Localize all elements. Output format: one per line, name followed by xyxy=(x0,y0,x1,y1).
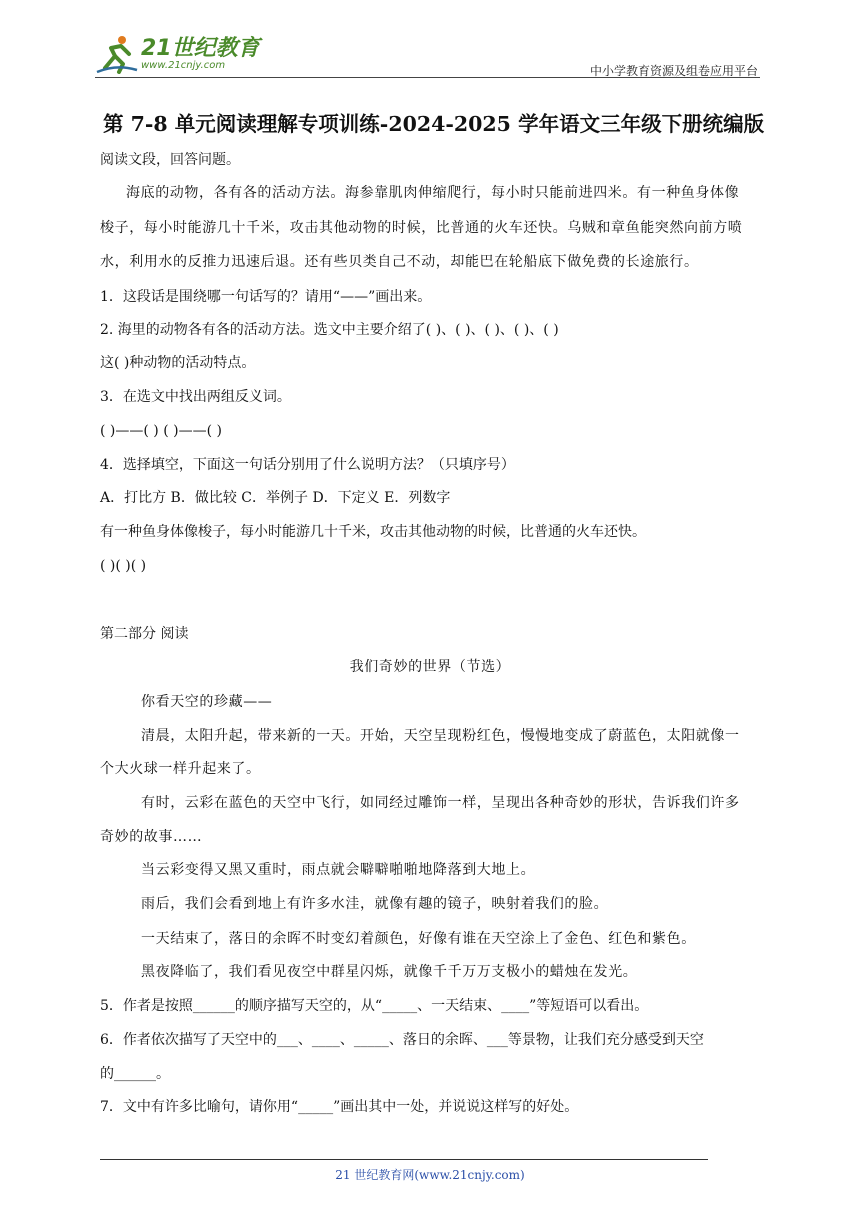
passage2-line-7: 雨后，我们会看到地上有许多水洼，就像有趣的镜子，映射着我们的脸。 xyxy=(141,896,609,912)
passage2-line-3: 个大火球一样升起来了。 xyxy=(100,761,261,777)
question-2-line-2: 这( )种动物的活动特点。 xyxy=(100,355,256,371)
site-logo xyxy=(95,34,260,74)
question-5: 5．作者是按照______的顺序描写天空的，从“_____、一天结束、____”等短语可以看出。 xyxy=(100,998,649,1014)
runner-logo-icon xyxy=(95,34,139,74)
footer-divider xyxy=(100,1159,708,1160)
question-4-sentence: 有一种鱼身体像梭子，每小时能游几十千米，攻击其他动物的时候，比普通的火车还快。 xyxy=(100,524,646,540)
question-4: 4．选择填空，下面这一句话分别用了什么说明方法？（只填序号） xyxy=(100,457,515,473)
question-4-options: A．打比方 B．做比较 C．举例子 D．下定义 E．列数字 xyxy=(100,490,451,506)
passage2-line-4: 有时，云彩在蓝色的天空中飞行，如同经过雕饰一样，呈现出各种奇妙的形状，告诉我们许多 xyxy=(141,795,740,811)
passage1-line-1: 海底的动物，各有各的活动方法。海参靠肌肉伸缩爬行，每小时只能前进四米。有一种鱼身体像 xyxy=(126,185,740,201)
logo-wordmark: 21世纪教育 xyxy=(141,35,260,61)
passage2-line-1: 你看天空的珍藏—— xyxy=(141,694,273,710)
part2-section-label: 第二部分 阅读 xyxy=(100,626,189,642)
logo-url: www.21cnjy.com xyxy=(141,59,226,71)
page-footer: 21 世纪教育网(www.21cnjy.com) xyxy=(335,1168,525,1182)
passage2-line-9: 黑夜降临了，我们看见夜空中群星闪烁，就像千千万万支极小的蜡烛在发光。 xyxy=(141,964,638,980)
question-3-blanks: ( )——( ) ( )——( ) xyxy=(100,423,222,439)
header-divider xyxy=(95,77,760,78)
passage1-line-2: 梭子，每小时能游几十千米，攻击其他动物的时候，比普通的火车还快。乌贼和章鱼能突然向前方喷 xyxy=(100,220,743,236)
passage2-line-2: 清晨，太阳升起，带来新的一天。开始，天空呈现粉红色，慢慢地变成了蔚蓝色，太阳就像一 xyxy=(141,728,740,744)
question-2-line-1: 2. 海里的动物各有各的活动方法。选文中主要介绍了( )、( )、( )、( )、( ) xyxy=(100,322,559,338)
passage2-line-6: 当云彩变得又黑又重时，雨点就会噼噼啪啪地降落到大地上。 xyxy=(141,862,536,878)
page-title: 第 7-8 单元阅读理解专项训练-2024-2025 学年语文三年级下册统编版 xyxy=(103,112,765,136)
passage1-line-3: 水，利用水的反推力迅速后退。还有些贝类自己不动，却能巴在轮船底下做免费的长途旅行。 xyxy=(100,254,699,270)
platform-name: 中小学教育资源及组卷应用平台 xyxy=(589,64,758,78)
question-4-blanks: ( )( )( ) xyxy=(100,558,147,574)
question-3: 3．在选文中找出两组反义词。 xyxy=(100,389,291,405)
question-6-line-1: 6．作者依次描写了天空中的___、____、_____、落日的余晖、___等景物，让我们充分感受到天空 xyxy=(100,1032,704,1048)
question-6-line-2: 的______。 xyxy=(100,1066,170,1082)
question-1: 1．这段话是围绕哪一句话写的？请用“——”画出来。 xyxy=(100,289,432,305)
passage2-line-8: 一天结束了，落日的余晖不时变幻着颜色，好像有谁在天空涂上了金色、红色和紫色。 xyxy=(141,931,696,947)
passage2-title: 我们奇妙的世界（节选） xyxy=(349,659,511,675)
page-header xyxy=(95,30,760,80)
question-7: 7．文中有许多比喻句，请你用“_____”画出其中一处，并说说这样写的好处。 xyxy=(100,1099,579,1115)
passage2-line-5: 奇妙的故事…… xyxy=(100,829,203,845)
part1-instruction: 阅读文段，回答问题。 xyxy=(100,152,240,168)
